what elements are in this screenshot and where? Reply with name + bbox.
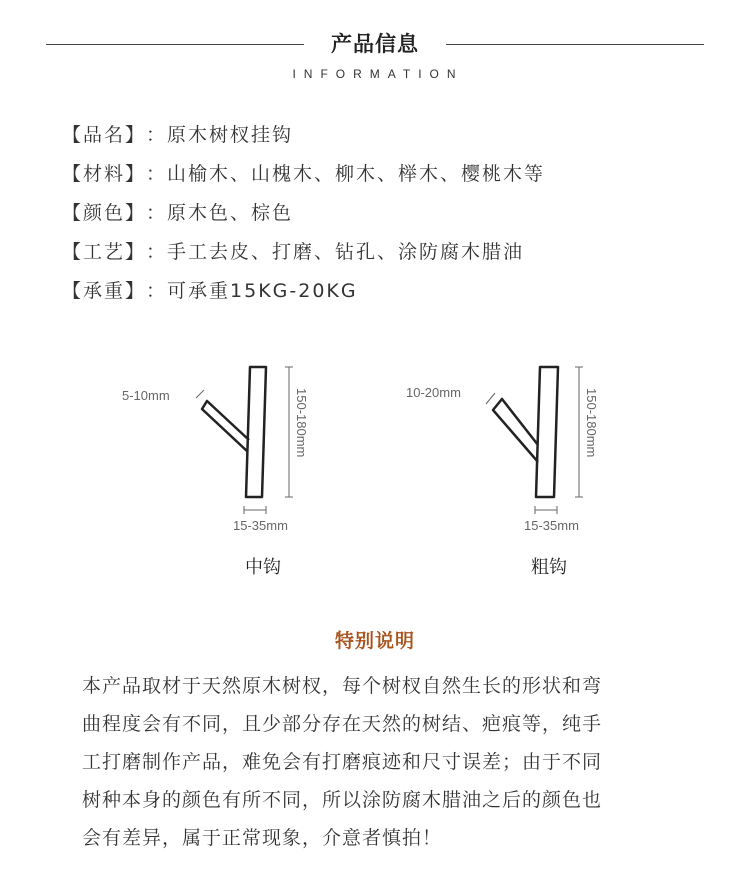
header-divider-right <box>446 44 704 45</box>
spec-label: 【材料】 <box>62 163 147 185</box>
spec-separator: ： <box>146 124 168 146</box>
spec-value: 原木树杈挂钩 <box>167 124 294 146</box>
spec-separator: ： <box>146 241 168 263</box>
spec-row-load <box>62 277 545 316</box>
thick-hook-outline <box>493 367 558 497</box>
note-line: 曲程度会有不同，且少部分存在天然的树结、疤痕等，纯手 <box>82 713 603 735</box>
note-title: 特别说明 <box>334 630 415 652</box>
spec-row-name <box>62 121 545 160</box>
spec-value: 手工去皮、打磨、钻孔、涂防腐木腊油 <box>167 241 525 263</box>
spec-value: 可承重15KG-20KG <box>167 280 358 302</box>
thick-branch-dim-line <box>486 393 495 404</box>
medium-width-dim-label: 15-35mm <box>233 518 288 533</box>
thick-height-dim-label: 150-180mm <box>584 388 599 458</box>
spec-label: 【承重】 <box>62 280 147 302</box>
medium-height-dim-label: 150-180mm <box>294 388 309 458</box>
note-body <box>82 667 672 857</box>
spec-row-material <box>62 160 545 199</box>
header-divider-left <box>46 44 304 45</box>
page-subtitle: INFORMATION <box>292 67 464 81</box>
spec-label: 【品名】 <box>62 124 147 146</box>
thick-branch-dim-label: 10-20mm <box>406 385 461 400</box>
note-line: 会有差异，属于正常现象，介意者慎拍！ <box>82 827 443 849</box>
medium-branch-dim-label: 5-10mm <box>122 388 170 403</box>
note-line: 工打磨制作产品，难免会有打磨痕迹和尺寸误差；由于不同 <box>82 751 603 773</box>
spec-value: 山榆木、山槐木、柳木、榉木、樱桃木等 <box>167 163 546 185</box>
thick-hook-caption: 粗钩 <box>531 557 567 578</box>
spec-list <box>62 121 545 316</box>
spec-label: 【工艺】 <box>62 241 147 263</box>
note-line: 本产品取材于天然原木树杈，每个树杈自然生长的形状和弯 <box>82 675 603 697</box>
spec-row-color <box>62 199 545 238</box>
medium-hook-outline <box>202 367 266 497</box>
page-title: 产品信息 <box>331 32 419 56</box>
medium-hook-diagram <box>122 367 309 533</box>
spec-value: 原木色、棕色 <box>167 202 294 224</box>
thick-hook-diagram <box>406 367 599 533</box>
spec-row-craft <box>62 238 545 277</box>
note-line: 树种本身的颜色有所不同，所以涂防腐木腊油之后的颜色也 <box>82 789 603 811</box>
medium-branch-dim-line <box>196 390 204 398</box>
spec-separator: ： <box>146 202 168 224</box>
spec-separator: ： <box>146 163 168 185</box>
medium-hook-caption: 中钩 <box>245 557 281 578</box>
spec-separator: ： <box>146 280 168 302</box>
thick-width-dim-label: 15-35mm <box>524 518 579 533</box>
spec-label: 【颜色】 <box>62 202 147 224</box>
